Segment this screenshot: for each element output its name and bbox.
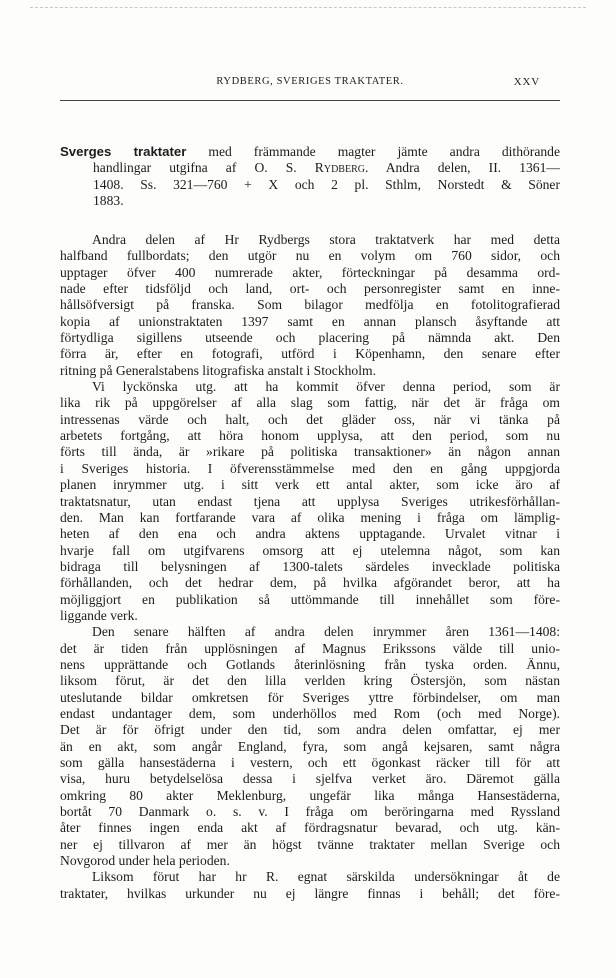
text-line: Det är för öfrigt under den tid, som andra delen omfattar, ej mer — [60, 722, 560, 738]
text-line: nens upprättande och Gotlands återinlösning från tyska orden. Ännu, — [60, 656, 560, 672]
text-line: heten af den ena och andra aktens upptagande. Urvalet vitnar i — [60, 526, 560, 542]
text-line: uteslutande bildar omkretsen för Sveriges yttre förbindelser, om man — [60, 689, 560, 705]
text-line: Vi lyckönska utg. att ha kommit öfver denna period, som är — [92, 379, 560, 395]
text-line: Liksom förut har hr R. egnat särskilda undersökningar åt de — [92, 869, 560, 885]
text-line: Novgorod under hela perioden. — [60, 853, 230, 869]
text-line: bortåt 70 Danmark o. s. v. I fråga om beröringarna med Ryssland — [60, 804, 560, 820]
text-line: arbetets fortgång, att höra honom upplysa, att den period, som nu — [60, 428, 560, 444]
text-line: endast undantager dem, som underhöllos med Rom (och med Norge). — [60, 705, 560, 721]
bibliography-editor: Rydberg — [314, 160, 365, 176]
text-line: det är tiden från upplösningen af Magnus Erikssons välde till unio- — [60, 640, 560, 656]
text-line: som gälla hansestäderna i vestern, och ett ögonkast räcker till för att — [60, 755, 560, 770]
bibliography-line-2 — [60, 160, 560, 176]
bibliography-line-2-a: handlingar utgifna af O. S. — [93, 160, 315, 176]
text-line: förtydliga sigillens utseende och placering på nämnda akt. Den — [60, 330, 560, 346]
text-line: än en akt, som angår England, fyra, som angå kejsaren, samt några — [60, 738, 560, 754]
text-line: Andra delen af Hr Rydbergs stora traktatverk har med detta — [92, 232, 560, 247]
text-line: i Sveriges historia. I öfverensstämmelse med den en gång uppgjorda — [60, 460, 560, 476]
text-line: förts till ända, är »rikare på politiska transaktioner» än någon annan — [60, 444, 560, 460]
text-line: Den senare hälften af andra delen inrymmer åren 1361—1408: — [92, 624, 560, 640]
paragraph-4 — [60, 869, 560, 902]
bibliography-title: Sverges traktater — [60, 144, 187, 159]
text-line: nade efter tidsföljd och land, ort- och personregister samt en inne- — [60, 281, 560, 297]
paragraph-2 — [60, 379, 560, 624]
text-line: den. Man kan fortfarande vara af olika mening i fråga om lämplig- — [60, 509, 560, 525]
text-line: visa, huru betydelselösa dessa i sjelfva verket äro. Däremot gälla — [60, 771, 560, 787]
text-line: förhållanden, och det hedrar dem, på hvilka afgörandet beror, att ha — [60, 575, 560, 591]
text-line: ner ej tillvaron af mer än högst tvänne traktater mellan Sverige och — [60, 836, 560, 852]
text-line: hållsöfversigt på franska. Som bilagor medfölja en fotolitografierad — [60, 297, 560, 313]
text-line: förra är, efter en fotografi, utförd i Köpenhamn, den senare efter — [60, 346, 560, 362]
bibliography-line-1-rest: med främmande magter jämte andra dithörande — [186, 144, 560, 159]
text-line: upptager öfver 400 numrerade akter, förteckningar på desamma ord- — [60, 264, 560, 280]
paragraph-1 — [60, 232, 560, 379]
bibliography-line-4: 1883. — [93, 193, 124, 209]
paragraph-3 — [60, 624, 560, 869]
text-line: liksom förut, är det den lilla verlden kring Östersjön, som nästan — [60, 673, 560, 689]
text-line: intressenas värde och halt, och det gläder oss, när vi tänka på — [60, 411, 560, 427]
text-line: lika rik på uppgörelser af alla slag som fattig, när det är fråga om — [60, 395, 560, 411]
bibliography-line-1 — [60, 144, 560, 160]
header-rule — [60, 100, 560, 101]
text-line: ritning på Generalstabens litografiska anstalt i Stockholm. — [60, 362, 376, 378]
text-line: åter finnes ingen enda akt af fördragsnatur bevarad, och utg. kän- — [60, 820, 560, 836]
running-title: RYDBERG, SVERIGES TRAKTATER. — [216, 76, 404, 87]
body-text — [60, 232, 560, 902]
text-line: bidraga till belysningen af 1300-talets särdeles invecklade politiska — [60, 558, 560, 574]
bibliography-line-3: 1408. Ss. 321—760 + X och 2 pl. Sthlm, Norstedt & Söner — [93, 176, 560, 192]
text-line: hvarje fall om utgifvarens omsorg att ej utelemna något, som kan — [60, 542, 560, 558]
text-line: halfband fullbordats; den utgör nu en volym om 760 sidor, och — [60, 248, 560, 264]
text-line: möjliggjort en publikation så uttömmande till innehållet som före- — [60, 591, 560, 607]
bibliography-line-2-b: . Andra delen, II. 1361— — [364, 160, 560, 176]
top-dashed-rule — [30, 7, 586, 8]
running-header — [60, 76, 560, 92]
text-line: kopia af unionstraktaten 1397 samt en annan plansch åsyftande att — [60, 313, 560, 329]
page-number: XXV — [513, 76, 540, 88]
text-line: traktatsnatur, utan endast tjena att upplysa Sveriges utrikesförhållan- — [60, 493, 560, 509]
bibliography-entry — [60, 144, 560, 209]
text-line: omkring 80 akter Meklenburg, ungefär lika många Hansestäderna, — [60, 787, 560, 803]
text-line: traktater, hvilkas urkunder nu ej längre finnas i behåll; det före- — [60, 885, 560, 901]
text-line: liggande verk. — [60, 607, 138, 623]
text-line: planen inrymmer utg. i sitt verk ett antal akter, som icke äro af — [60, 477, 560, 493]
